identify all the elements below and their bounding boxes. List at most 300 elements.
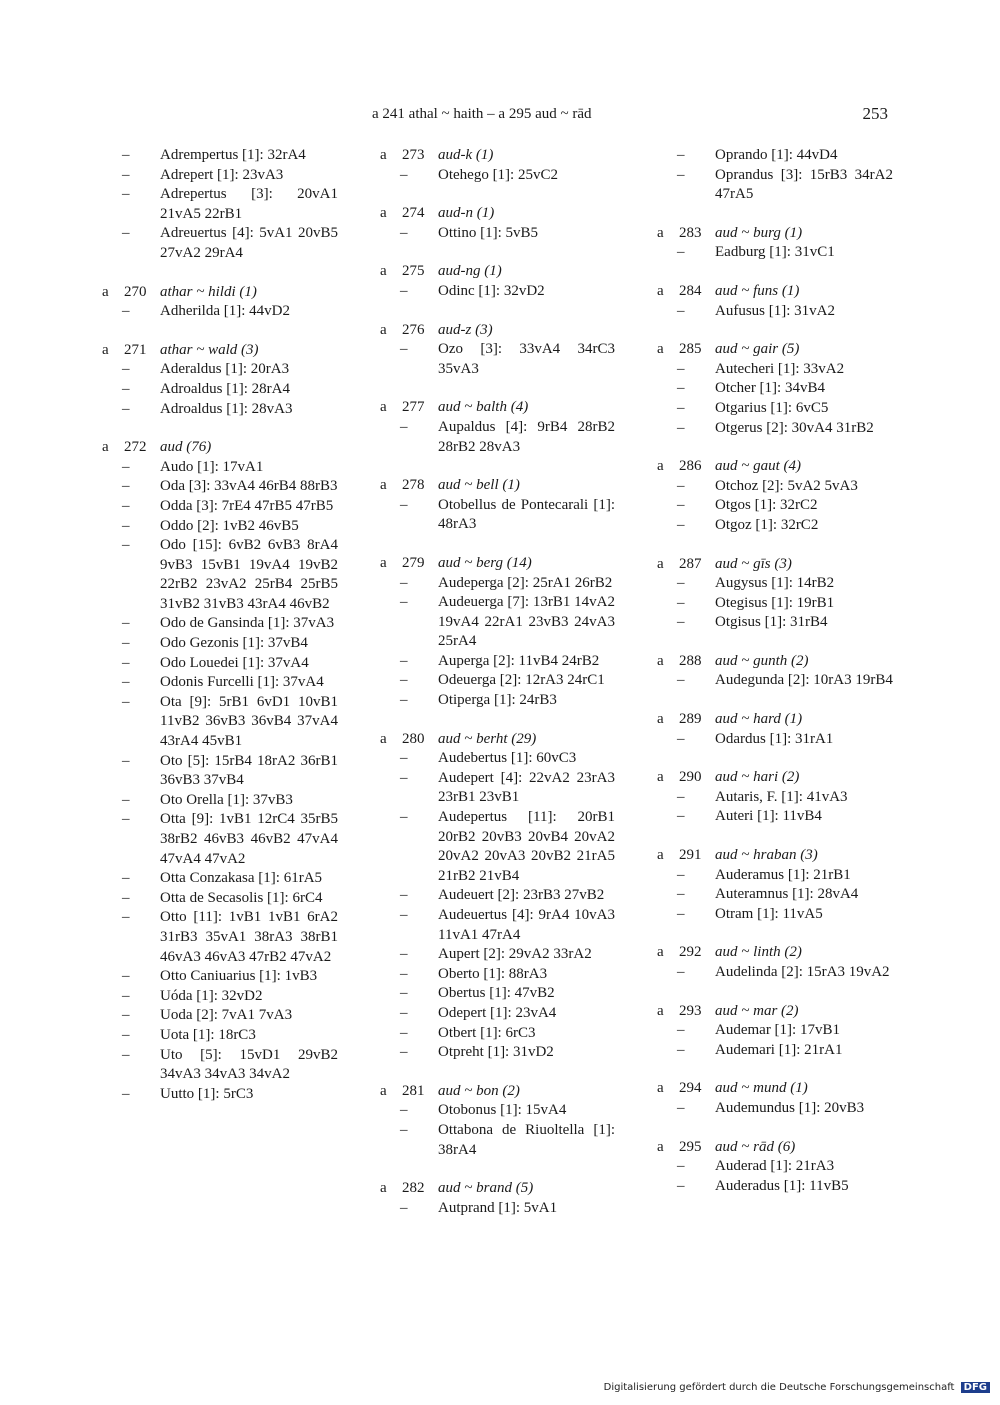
entry-text: Odinc [1]: 32vD2 — [438, 282, 545, 299]
entry-dash: – — [122, 693, 130, 710]
lemma-title: aud ~ bell (1) — [438, 477, 520, 494]
entry-text: Otpreht [1]: 31vD2 — [438, 1044, 554, 1061]
entry-dash: – — [400, 282, 408, 299]
entry-text: Otbert [1]: 6rC3 — [438, 1024, 536, 1041]
name-entry — [380, 340, 615, 379]
lemma-title: aud-n (1) — [438, 205, 495, 222]
name-entry — [380, 224, 615, 244]
lemma-heading — [657, 768, 893, 788]
entry-text: Audepertus [11]: 20rB1 20rB2 20vB3 20vB4 20vA2 20vA2 20vA3 20vB2 21rA5 21rB2 21vB4 — [438, 809, 615, 884]
entry-text: Otehego [1]: 25vC2 — [438, 166, 558, 183]
entry-text: Odo de Gansinda [1]: 37vA3 — [160, 615, 335, 632]
entry-text: Audemari [1]: 21rA1 — [715, 1041, 843, 1058]
lemma-number: 289 — [679, 711, 702, 728]
lemma-group — [657, 555, 893, 633]
lemma-heading — [657, 457, 893, 477]
entry-dash: – — [122, 400, 130, 417]
lemma-heading — [380, 262, 615, 282]
entry-dash: – — [400, 946, 408, 963]
lemma-title: athar ~ hildi (1) — [160, 283, 257, 300]
name-entry — [657, 1041, 893, 1061]
entry-text: Oprandus [3]: 15rB3 34rA2 47rA5 — [715, 166, 893, 203]
entry-dash: – — [122, 987, 130, 1004]
lemma-title: aud ~ rād (6) — [715, 1138, 796, 1155]
entry-text: Aupert [2]: 29vA2 33rA2 — [438, 946, 592, 963]
entry-text: Audeuerga [7]: 13rB1 14vA2 19vA4 22rA1 23vB3 24vA3 25rA4 — [438, 594, 615, 650]
entry-dash: – — [122, 186, 130, 203]
name-entry — [102, 869, 338, 889]
entry-dash: – — [122, 1046, 130, 1063]
entry-text: Ozo [3]: 33vA4 34rC3 35vA3 — [438, 341, 615, 377]
lemma-group — [380, 204, 615, 243]
entry-text: Otram [1]: 11vA5 — [715, 905, 823, 922]
entry-dash: – — [677, 808, 685, 825]
lemma-title: athar ~ wald (3) — [160, 341, 259, 358]
entry-dash: – — [400, 809, 408, 826]
lemma-group — [657, 710, 893, 749]
name-entry — [657, 905, 893, 925]
entry-dash: – — [400, 887, 408, 904]
lemma-heading — [657, 652, 893, 672]
name-entry — [102, 302, 338, 322]
entry-dash: – — [677, 1099, 685, 1116]
lemma-heading — [102, 438, 338, 458]
name-entry — [657, 807, 893, 827]
name-entry — [102, 654, 338, 674]
lemma-number: 283 — [679, 224, 702, 241]
entry-dash: – — [677, 360, 685, 377]
entry-dash: – — [677, 964, 685, 980]
name-entry — [657, 1177, 893, 1197]
entry-dash: – — [400, 574, 408, 591]
name-entry — [102, 185, 338, 224]
lemma-group — [102, 341, 338, 419]
name-entry — [380, 652, 615, 672]
name-entry — [102, 536, 338, 614]
entry-text: Uota [1]: 18rC3 — [160, 1026, 256, 1043]
running-title: a 241 athal ~ haith – a 295 aud ~ rād — [372, 106, 592, 122]
name-entry — [380, 496, 615, 535]
lemma-group — [657, 652, 893, 691]
name-entry — [380, 1043, 615, 1063]
name-entry — [102, 380, 338, 400]
lemma-title: aud ~ mund (1) — [715, 1080, 808, 1097]
lemma-heading — [380, 398, 615, 418]
lemma-letter: a — [657, 847, 664, 864]
lemma-title: aud ~ gunth (2) — [715, 652, 809, 669]
lemma-title: aud ~ hraban (3) — [715, 847, 818, 864]
lemma-title: aud-k (1) — [438, 147, 494, 163]
name-entry — [380, 984, 615, 1004]
lemma-letter: a — [380, 730, 387, 747]
entry-text: Otgarius [1]: 6vC5 — [715, 399, 829, 416]
lemma-letter: a — [380, 477, 387, 494]
entry-dash: – — [400, 1102, 408, 1119]
entry-dash: – — [400, 769, 408, 786]
name-entry — [380, 691, 615, 711]
lemma-group — [380, 1082, 615, 1160]
entry-dash: – — [122, 752, 130, 769]
lemma-number: 276 — [402, 321, 425, 338]
entry-dash: – — [677, 730, 685, 747]
lemma-number: 291 — [679, 847, 702, 864]
entry-dash: – — [677, 147, 685, 163]
lemma-heading — [657, 224, 893, 244]
entry-dash: – — [122, 1026, 130, 1043]
entry-dash: – — [677, 788, 685, 805]
lemma-number: 288 — [679, 652, 702, 669]
name-entry — [102, 1085, 338, 1105]
lemma-group — [657, 457, 893, 535]
lemma-group — [380, 398, 615, 457]
name-entry — [102, 517, 338, 537]
entry-dash: – — [677, 575, 685, 592]
lemma-letter: a — [380, 554, 387, 571]
lemma-letter: a — [657, 769, 664, 786]
entry-text: Uutto [1]: 5rC3 — [160, 1085, 254, 1102]
lemma-group — [380, 321, 615, 380]
entry-text: Aupaldus [4]: 9rB4 28rB2 28rB2 28vA3 — [438, 418, 615, 455]
lemma-group — [657, 1002, 893, 1061]
lemma-title: aud ~ bon (2) — [438, 1082, 520, 1099]
entry-text: Audeuert [2]: 23rB3 27vB2 — [438, 887, 605, 904]
name-entry — [380, 1101, 615, 1121]
entry-dash: – — [400, 594, 408, 611]
name-entry — [657, 496, 893, 516]
name-entry — [102, 224, 338, 263]
lemma-group — [102, 283, 338, 322]
name-entry — [102, 673, 338, 693]
lemma-heading — [657, 340, 893, 360]
lemma-title: aud ~ brand (5) — [438, 1180, 534, 1197]
entry-dash: – — [677, 244, 685, 261]
entry-dash: – — [122, 635, 130, 652]
lemma-letter: a — [102, 341, 109, 358]
name-entry — [102, 810, 338, 869]
entry-dash: – — [122, 225, 130, 242]
lemma-letter: a — [380, 147, 387, 163]
lemma-number: 274 — [402, 205, 425, 222]
lemma-group — [657, 340, 893, 438]
entry-text: Otto [11]: 1vB1 1vB1 6rA2 31rB3 35vA1 38rA3 38rB1 46vA3 46vA3 47rB2 47vA2 — [160, 909, 338, 965]
lemma-title: aud ~ funs (1) — [715, 282, 800, 299]
name-entry — [380, 769, 615, 808]
entry-dash: – — [677, 1041, 685, 1058]
entry-dash: – — [677, 419, 685, 436]
entry-text: Otto Caniuarius [1]: 1vB3 — [160, 968, 318, 985]
lemma-group — [380, 262, 615, 301]
lemma-number: 284 — [679, 282, 702, 299]
lemma-title: aud (76) — [160, 439, 212, 456]
entry-text: Audeuertus [4]: 9rA4 10vA3 11vA1 47rA4 — [438, 907, 615, 943]
entry-dash: – — [677, 614, 685, 631]
entry-dash: – — [400, 1121, 408, 1138]
lemma-letter: a — [380, 1082, 387, 1099]
entry-dash: – — [677, 380, 685, 397]
entry-dash: – — [122, 1085, 130, 1102]
entry-dash: – — [122, 615, 130, 632]
entry-dash: – — [677, 477, 685, 494]
lemma-heading — [657, 846, 893, 866]
name-entry — [657, 613, 893, 633]
name-entry — [380, 965, 615, 985]
entry-dash: – — [400, 965, 408, 982]
name-entry — [102, 693, 338, 752]
entry-text: Otgoz [1]: 32rC2 — [715, 516, 819, 533]
lemma-title: aud ~ linth (2) — [715, 944, 802, 961]
entry-text: Audegunda [2]: 10rA3 19rB4 — [715, 672, 893, 689]
entry-dash: – — [400, 496, 408, 513]
entry-text: Odepert [1]: 23vA4 — [438, 1004, 557, 1021]
page-number: 253 — [862, 104, 888, 123]
name-entry — [380, 906, 615, 945]
entry-dash: – — [122, 791, 130, 808]
lemma-number: 270 — [124, 283, 147, 300]
name-entry — [657, 1099, 893, 1119]
entry-text: Audemar [1]: 17vB1 — [715, 1022, 840, 1039]
column-3 — [657, 146, 893, 1215]
entry-text: Audelinda [2]: 15rA3 19vA2 — [715, 964, 890, 980]
lemma-number: 277 — [402, 399, 425, 416]
lemma-group — [657, 146, 893, 205]
entry-text: Odo Gezonis [1]: 37vB4 — [160, 635, 308, 652]
entry-dash: – — [400, 672, 408, 689]
name-entry — [102, 497, 338, 517]
lemma-group — [380, 476, 615, 535]
entry-text: Oto Orella [1]: 37vB3 — [160, 791, 293, 808]
entry-text: Adroaldus [1]: 28vA3 — [160, 400, 293, 417]
entry-dash: – — [400, 652, 408, 669]
name-entry — [657, 379, 893, 399]
entry-dash: – — [677, 594, 685, 611]
entry-dash: – — [122, 909, 130, 926]
entry-text: Otobellus de Pontecarali [1]: 48rA3 — [438, 496, 615, 533]
entry-text: Augysus [1]: 14rB2 — [715, 575, 835, 592]
entry-text: Ottino [1]: 5vB5 — [438, 224, 538, 241]
lemma-group — [657, 1079, 893, 1118]
entry-dash: – — [677, 672, 685, 689]
entry-text: Autaris, F. [1]: 41vA3 — [715, 788, 848, 805]
name-entry — [657, 963, 893, 983]
name-entry — [380, 1121, 615, 1160]
lemma-number: 293 — [679, 1002, 702, 1019]
entry-text: Uoda [2]: 7vA1 7vA3 — [160, 1007, 293, 1024]
entry-text: Odardus [1]: 31rA1 — [715, 730, 834, 747]
lemma-letter: a — [380, 263, 387, 280]
lemma-group — [657, 1138, 893, 1197]
entry-dash: – — [400, 224, 408, 241]
entry-text: Uóda [1]: 32vD2 — [160, 987, 263, 1004]
entry-dash: – — [677, 516, 685, 533]
lemma-number: 275 — [402, 263, 425, 280]
entry-text: Oddo [2]: 1vB2 46vB5 — [160, 517, 299, 534]
entry-text: Ottabona de Riuoltella [1]: 38rA4 — [438, 1121, 615, 1158]
entry-text: Uto [5]: 15vD1 29vB2 34vA3 34vA3 34vA2 — [160, 1046, 338, 1083]
name-entry — [380, 1199, 615, 1219]
entry-text: Autecheri [1]: 33vA2 — [715, 360, 845, 377]
lemma-letter: a — [657, 282, 664, 299]
lemma-heading — [380, 554, 615, 574]
entry-dash: – — [122, 147, 130, 163]
entry-dash: – — [677, 905, 685, 922]
lemma-heading — [380, 204, 615, 224]
lemma-letter: a — [657, 224, 664, 241]
name-entry — [102, 987, 338, 1007]
name-entry — [657, 516, 893, 536]
lemma-number: 278 — [402, 477, 425, 494]
name-entry — [380, 945, 615, 965]
entry-dash: – — [122, 380, 130, 397]
entry-text: Otcher [1]: 34vB4 — [715, 380, 825, 397]
lemma-heading — [657, 555, 893, 575]
lemma-title: aud ~ hard (1) — [715, 711, 803, 728]
lemma-letter: a — [380, 321, 387, 338]
entry-text: Audemundus [1]: 20vB3 — [715, 1099, 865, 1116]
lemma-title: aud ~ berg (14) — [438, 554, 532, 571]
entry-text: Otchoz [2]: 5vA2 5vA3 — [715, 477, 858, 494]
lemma-heading — [657, 943, 893, 963]
lemma-letter: a — [657, 944, 664, 961]
lemma-heading — [380, 321, 615, 341]
lemma-letter: a — [657, 341, 664, 358]
lemma-heading — [657, 282, 893, 302]
lemma-group — [102, 438, 338, 1104]
entry-text: Adrepertus [3]: 20vA1 21vA5 22rB1 — [160, 186, 338, 222]
entry-dash: – — [677, 302, 685, 319]
lemma-number: 271 — [124, 341, 147, 358]
entry-text: Adroaldus [1]: 28rA4 — [160, 380, 290, 397]
name-entry — [380, 418, 615, 457]
lemma-heading — [380, 146, 615, 166]
name-entry — [102, 360, 338, 380]
entry-dash: – — [677, 1022, 685, 1039]
entry-text: Otgisus [1]: 31rB4 — [715, 614, 828, 631]
lemma-number: 294 — [679, 1080, 702, 1097]
entry-dash: – — [122, 968, 130, 985]
name-entry — [657, 788, 893, 808]
name-entry — [380, 593, 615, 652]
entry-dash: – — [122, 1007, 130, 1024]
name-entry — [102, 908, 338, 967]
name-entry — [102, 166, 338, 186]
entry-dash: – — [122, 517, 130, 534]
name-entry — [102, 1026, 338, 1046]
lemma-heading — [380, 476, 615, 496]
lemma-title: aud ~ balth (4) — [438, 399, 529, 416]
entry-dash: – — [122, 478, 130, 495]
name-entry — [657, 671, 893, 691]
footer-credit — [604, 1382, 990, 1393]
lemma-title: aud ~ gair (5) — [715, 341, 800, 358]
name-entry — [380, 808, 615, 886]
entry-dash: – — [677, 166, 685, 183]
lemma-number: 285 — [679, 341, 702, 358]
entry-text: Otta [9]: 1vB1 12rC4 35rB5 38rB2 46vB3 46vB2 47vA4 47vA4 47vA2 — [160, 811, 338, 867]
lemma-heading — [102, 283, 338, 303]
lemma-title: aud-ng (1) — [438, 263, 502, 280]
entry-text: Autprand [1]: 5vA1 — [438, 1199, 558, 1216]
entry-text: Oda [3]: 33vA4 46rB4 88rB3 — [160, 478, 338, 495]
entry-text: Audo [1]: 17vA1 — [160, 458, 264, 475]
entry-text: Auderadus [1]: 11vB5 — [715, 1177, 849, 1194]
lemma-letter: a — [102, 283, 109, 300]
lemma-title: aud ~ gaut (4) — [715, 458, 802, 475]
lemma-heading — [657, 1002, 893, 1022]
name-entry — [102, 458, 338, 478]
lemma-number: 273 — [402, 147, 425, 163]
lemma-heading — [380, 1179, 615, 1199]
lemma-group — [657, 943, 893, 982]
entry-text: Otiperga [1]: 24rB3 — [438, 692, 557, 709]
entry-text: Otobonus [1]: 15vA4 — [438, 1102, 567, 1119]
lemma-number: 282 — [402, 1180, 425, 1197]
entry-text: Oberto [1]: 88rA3 — [438, 965, 548, 982]
name-entry — [657, 1157, 893, 1177]
entry-text: Adrepert [1]: 23vA3 — [160, 166, 284, 183]
lemma-heading — [380, 730, 615, 750]
entry-text: Aufusus [1]: 31vA2 — [715, 302, 835, 319]
name-entry — [102, 614, 338, 634]
running-header — [0, 106, 1000, 128]
entry-dash: – — [122, 458, 130, 475]
lemma-group — [380, 554, 615, 711]
entry-dash: – — [122, 674, 130, 691]
name-entry — [102, 967, 338, 987]
entry-text: Auderad [1]: 21rA3 — [715, 1158, 835, 1175]
lemma-group — [657, 846, 893, 924]
entry-dash: – — [400, 1004, 408, 1021]
entry-dash: – — [122, 889, 130, 906]
lemma-number: 286 — [679, 458, 702, 475]
column-2 — [380, 146, 615, 1237]
entry-text: Odo Louedei [1]: 37vA4 — [160, 654, 309, 671]
entry-text: Auperga [2]: 11vB4 24rB2 — [438, 652, 600, 669]
entry-text: Aderaldus [1]: 20rA3 — [160, 361, 290, 378]
name-entry — [102, 1006, 338, 1026]
lemma-letter: a — [657, 1080, 664, 1097]
entry-text: Obertus [1]: 47vB2 — [438, 985, 555, 1002]
entry-dash: – — [122, 497, 130, 514]
entry-text: Oprando [1]: 44vD4 — [715, 147, 838, 163]
lemma-group — [657, 768, 893, 827]
lemma-letter: a — [380, 205, 387, 222]
name-entry — [657, 360, 893, 380]
entry-text: Otta Conzakasa [1]: 61rA5 — [160, 870, 323, 887]
name-entry — [657, 399, 893, 419]
name-entry — [657, 1021, 893, 1041]
entry-text: Oto [5]: 15rB4 18rA2 36rB1 36vB3 37vB4 — [160, 752, 338, 789]
entry-dash: – — [400, 907, 408, 923]
entry-text: Otgos [1]: 32rC2 — [715, 497, 818, 514]
name-entry — [657, 302, 893, 322]
entry-dash: – — [400, 418, 408, 435]
lemma-title: aud-z (3) — [438, 321, 493, 338]
entry-text: Audebertus [1]: 60vC3 — [438, 750, 577, 767]
lemma-title: aud ~ gīs (3) — [715, 555, 792, 572]
entry-dash: – — [122, 361, 130, 378]
entry-text: Adreuertus [4]: 5vA1 20vB5 27vA2 29rA4 — [160, 225, 338, 261]
lemma-heading — [657, 1079, 893, 1099]
lemma-group — [102, 146, 338, 264]
entry-text: Odeuerga [2]: 12rA3 24rC1 — [438, 672, 605, 689]
column-1 — [102, 146, 338, 1123]
lemma-group — [380, 1179, 615, 1218]
lemma-letter: a — [657, 711, 664, 728]
lemma-heading — [657, 710, 893, 730]
entry-text: Otta de Secasolis [1]: 6rC4 — [160, 889, 323, 906]
lemma-number: 280 — [402, 730, 425, 747]
entry-text: Odda [3]: 7rE4 47rB5 47rB5 — [160, 497, 334, 514]
